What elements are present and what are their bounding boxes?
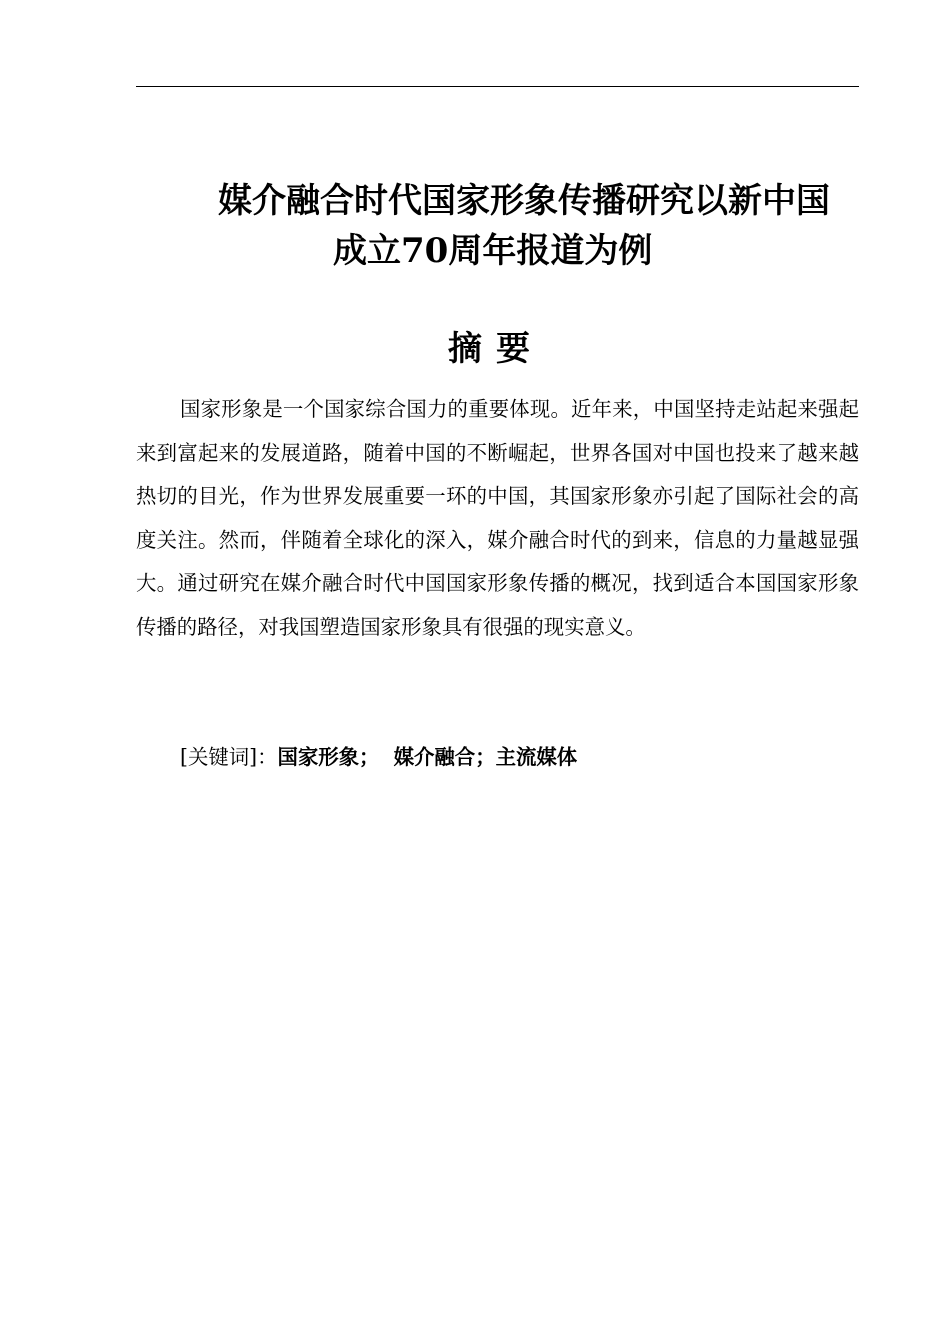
header-rule — [136, 86, 859, 87]
keywords-label: [关键词]： — [180, 745, 278, 769]
title-line-1: 媒介融合时代国家形象传播研究以新中国 — [218, 181, 830, 221]
keywords-list: 国家形象； 媒介融合；主流媒体 — [277, 745, 578, 769]
abstract-body: 国家形象是一个国家综合国力的重要体现。近年来，中国坚持走站起来强起来到富起来的发展道路，随着中国的不断崛起，世界各国对中国也投来了越来越热切的目光，作为世界发展重要一环的中国，其国家形象亦引起了国际社会的高度关注。然而，伴随着全球化的深入，媒介融合时代的到来，信息的力量越显强大。通过研究在媒介融合时代中国国家形象传播的概况，找到适合本国国家形象传播的路径，对我国塑造国家形象具有很强的现实意义。 — [136, 397, 859, 639]
document-title — [136, 176, 859, 276]
abstract-heading: 摘要 — [448, 329, 544, 369]
keywords-line — [180, 737, 577, 777]
title-line-2: 成立70周年报道为例 — [333, 231, 653, 271]
